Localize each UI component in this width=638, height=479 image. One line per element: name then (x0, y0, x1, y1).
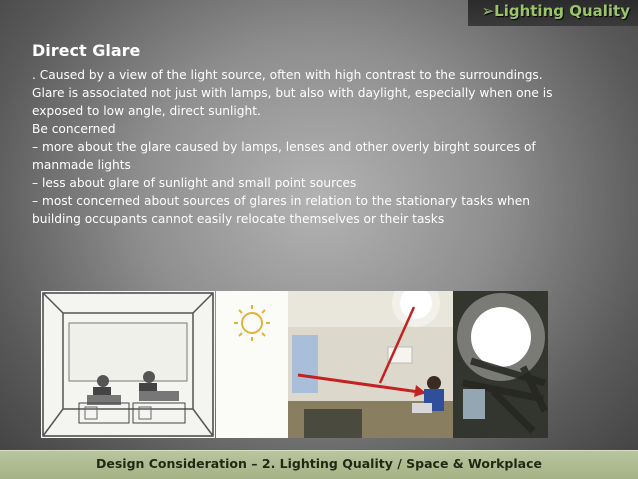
sun-sketch-illustration (216, 291, 288, 438)
office-sketch-illustration (41, 291, 215, 438)
footer-text: Design Consideration – 2. Lighting Quality / Space & Workplace (95, 456, 542, 471)
section-tag: ➢Lighting Quality (481, 2, 630, 20)
body-line: Be concerned (32, 122, 116, 136)
body-line: manmade lights (32, 158, 131, 172)
office-glare-photo (288, 291, 454, 438)
header-bar (468, 0, 638, 26)
body-line: exposed to low angle, direct sunlight. (32, 104, 261, 118)
body-line: . Caused by a view of the light source, often with high contrast to the surroundings. (32, 68, 543, 82)
body-line: – more about the glare caused by lamps, lenses and other overly birght sources of (32, 140, 536, 154)
footer-bar (0, 450, 638, 479)
body-line: Glare is associated not just with lamps, but also with daylight, especially when one is (32, 86, 553, 100)
body-line: building occupants cannot easily relocate themselves or their tasks (32, 212, 445, 226)
window-glare-photo (453, 291, 548, 438)
body-line: – less about glare of sunlight and small point sources (32, 176, 357, 190)
body-line: – most concerned about sources of glares in relation to the stationary tasks when (32, 194, 531, 208)
slide-title: Direct Glare (32, 41, 141, 60)
body-text (32, 66, 592, 228)
